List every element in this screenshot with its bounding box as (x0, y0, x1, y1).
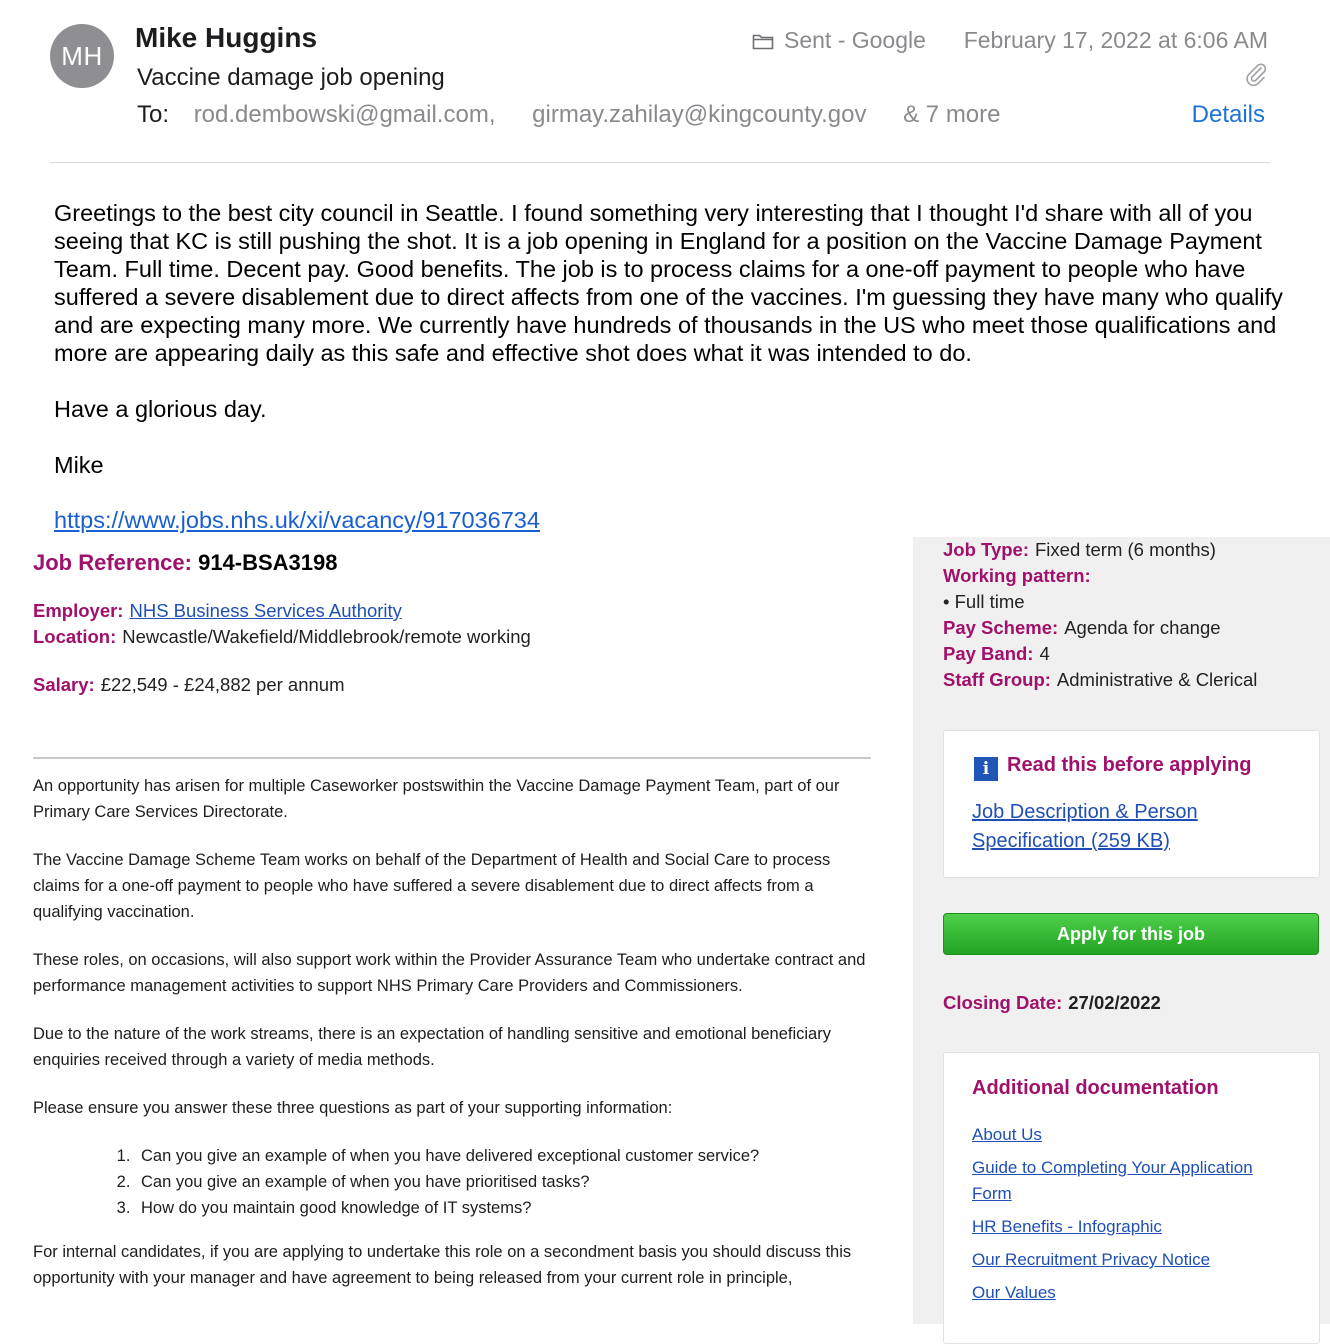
read-before-title-text: Read this before applying (1007, 754, 1252, 776)
location-value: Newcastle/Wakefield/Middlebrook/remote working (122, 626, 531, 647)
job-type-value: Fixed term (6 months) (1035, 539, 1216, 560)
employer-link[interactable]: NHS Business Services Authority (129, 600, 402, 621)
vacancy-link[interactable]: https://www.jobs.nhs.uk/xi/vacancy/917036734 (54, 507, 540, 533)
doc-link-our-values[interactable]: Our Values (972, 1283, 1056, 1302)
staff-group-label: Staff Group: (943, 669, 1051, 690)
doc-link-about-us[interactable]: About Us (972, 1125, 1042, 1144)
employer-label: Employer: (33, 600, 124, 621)
doc-link-privacy-notice[interactable]: Our Recruitment Privacy Notice (972, 1250, 1211, 1269)
description-paragraph: Due to the nature of the work streams, there is an expectation of handling sensitive and emotional beneficiary enquiries received through a variety of media methods. (33, 1025, 831, 1069)
pay-scheme-label: Pay Scheme: (943, 617, 1059, 638)
apply-button[interactable]: Apply for this job (943, 913, 1319, 955)
job-reference (33, 550, 338, 576)
closing-date (943, 992, 1161, 1014)
recipients-line (137, 101, 1001, 129)
header-divider (50, 162, 1270, 163)
question-item: 2. Can you give an example of when you have prioritised tasks? (135, 1169, 878, 1195)
details-link[interactable]: Details (1191, 101, 1265, 128)
question-item: 1. Can you give an example of when you have delivered exceptional customer service? (135, 1143, 878, 1169)
working-pattern-field (943, 565, 1097, 587)
read-before-title (974, 754, 1251, 781)
job-reference-label: Job Reference: (33, 550, 192, 575)
sender-name[interactable]: Mike Huggins (135, 22, 318, 53)
recipient-2[interactable]: girmay.zahilay@kingcounty.gov (532, 101, 867, 128)
employer-field (33, 600, 402, 622)
job-type-label: Job Type: (943, 539, 1029, 560)
salary-label: Salary: (33, 674, 95, 695)
mailbox-label (752, 27, 926, 54)
more-recipients[interactable]: & 7 more (903, 101, 1001, 128)
working-pattern-label: Working pattern: (943, 565, 1091, 586)
additional-docs-title: Additional documentation (972, 1077, 1219, 1099)
closing-date-value: 27/02/2022 (1068, 992, 1161, 1013)
docs-list (972, 1122, 1272, 1313)
pay-band-label: Pay Band: (943, 643, 1034, 664)
salary-value: £22,549 - £24,882 per annum (100, 674, 345, 695)
avatar: MH (50, 24, 114, 88)
description-paragraph: These roles, on occasions, will also support work within the Provider Assurance Team who undertake contract and performance management activities to support NHS Primary Care Providers and Commissioners. (33, 951, 866, 995)
questions-list (33, 1143, 878, 1221)
location-label: Location: (33, 626, 117, 647)
folder-icon (752, 32, 774, 50)
recipient-1[interactable]: rod.dembowski@gmail.com, (193, 101, 496, 128)
pay-scheme-field (943, 617, 1221, 639)
description-paragraph: An opportunity has arisen for multiple Caseworker postswithin the Vaccine Damage Payment Team, part of our Primary Care Services Directorate. (33, 777, 840, 821)
question-item: 3. How do you maintain good knowledge of IT systems? (135, 1195, 878, 1221)
job-type-field (943, 539, 1216, 561)
paperclip-icon[interactable] (1244, 62, 1268, 93)
description-paragraph: The Vaccine Damage Scheme Team works on behalf of the Department of Health and Social Care to process claims for a one-off payment to people who have suffered a severe disablement due to direct affects from a qualifying vaccination. (33, 851, 831, 921)
salary-field (33, 674, 345, 696)
job-description (33, 773, 878, 1313)
email-body (54, 199, 1304, 507)
email-subject: Vaccine damage job opening (137, 64, 445, 91)
additional-docs-card (943, 1052, 1320, 1344)
body-paragraph-2: Have a glorious day. (54, 396, 267, 422)
pay-band-value: 4 (1039, 643, 1050, 664)
job-sidebar (913, 537, 1330, 1324)
job-divider (33, 757, 871, 759)
body-signature: Mike (54, 452, 104, 478)
working-pattern-value: • Full time (943, 591, 1025, 612)
doc-link-hr-benefits[interactable]: HR Benefits - Infographic (972, 1217, 1162, 1236)
body-paragraph-1: Greetings to the best city council in Seattle. I found something very interesting that I thought I'd share with all of you seeing that KC is still pushing the shot. It is a job opening in England for a position on the Vaccine Damage Payment Team. Full time. Decent pay. Good benefits. The job is to process claims for a one-off payment to people who have suffered a severe disablement due to direct affects from one of the vaccines. I'm guessing they have many who qualify and are expecting many more. We currently have hundreds of thousands in the US who meet those qualifications and more are appearing daily as this safe and effective shot does what it was intended to do. (54, 200, 1283, 366)
staff-group-field (943, 669, 1257, 691)
job-description-link[interactable]: Job Description & Person Specification (259 KB) (972, 801, 1198, 852)
description-paragraph: Please ensure you answer these three questions as part of your supporting information: (33, 1099, 673, 1117)
job-reference-value: 914-BSA3198 (198, 550, 338, 575)
closing-date-label: Closing Date: (943, 992, 1063, 1013)
description-paragraph: For internal candidates, if you are applying to undertake this role on a secondment basis you should discuss this opportunity with your manager and have agreement to being released from your current role in principle, (33, 1243, 852, 1287)
email-date: February 17, 2022 at 6:06 AM (963, 27, 1268, 53)
location-field (33, 626, 531, 648)
to-label: To: (137, 101, 170, 128)
info-icon: i (974, 757, 998, 781)
pay-band-field (943, 643, 1050, 665)
staff-group-value: Administrative & Clerical (1056, 669, 1258, 690)
read-before-card (943, 730, 1320, 878)
pay-scheme-value: Agenda for change (1064, 617, 1221, 638)
doc-link-application-guide[interactable]: Guide to Completing Your Application Form (972, 1158, 1253, 1203)
mailbox-name: Sent - Google (784, 27, 926, 53)
